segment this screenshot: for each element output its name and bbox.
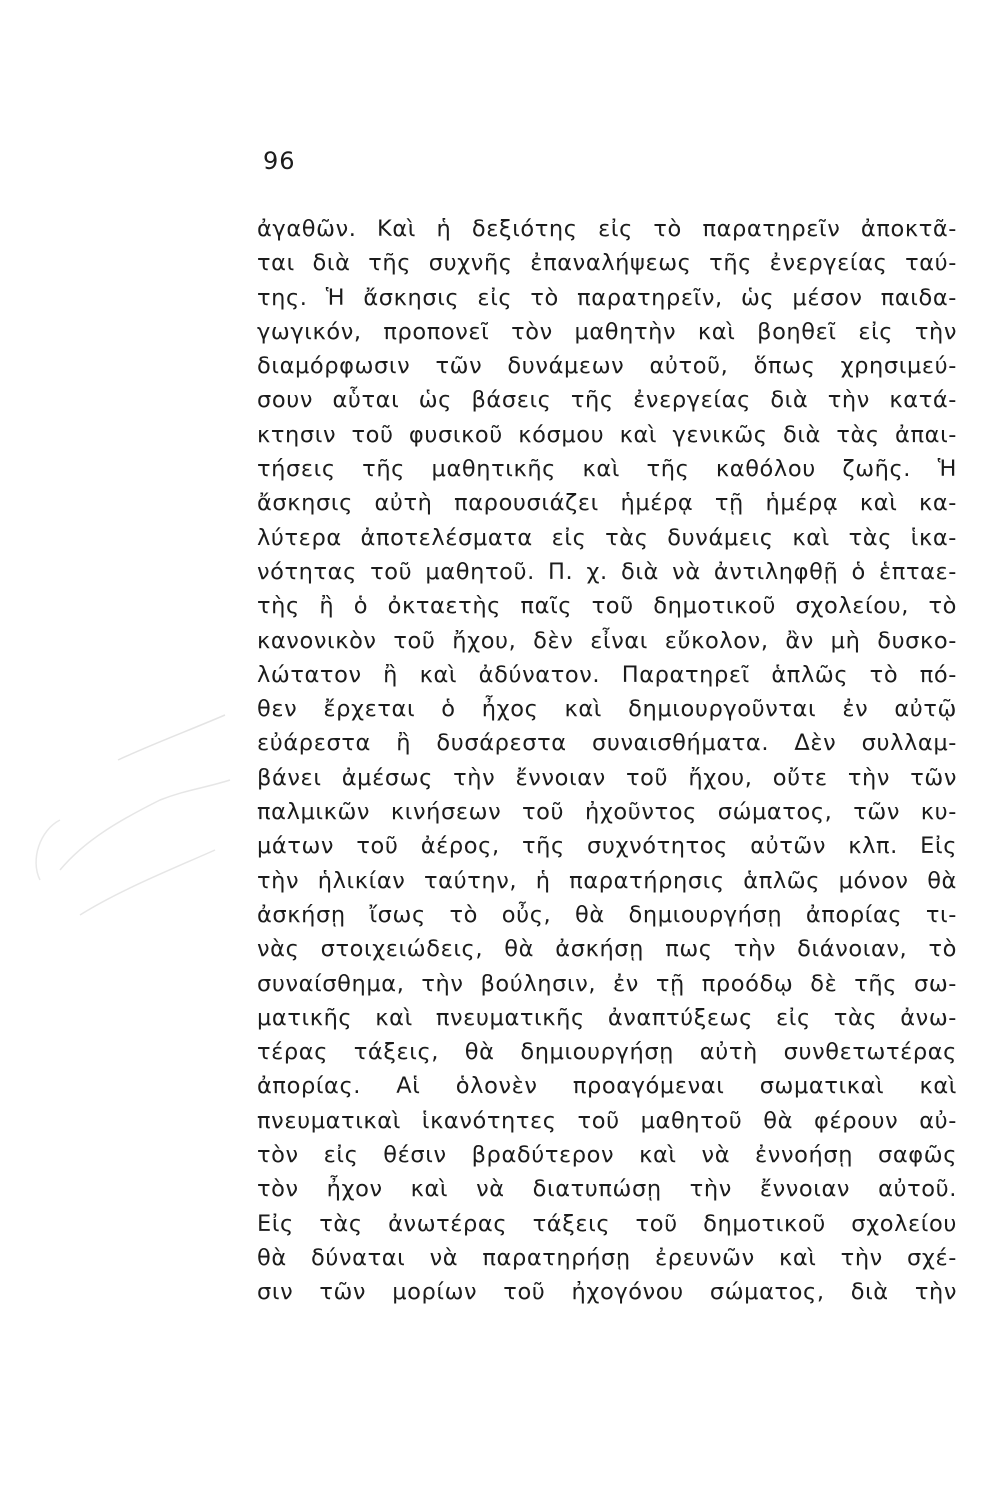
text-line: θὰ δύναται νὰ παρατηρήσῃ ἐρευνῶν καὶ τὴν σχέ-	[257, 1244, 957, 1271]
text-line: ἄσκησις αὐτὴ παρουσιάζει ἡμέρᾳ τῇ ἡμέρᾳ καὶ κα-	[257, 490, 957, 517]
text-line: τήσεις τῆς μαθητικῆς καὶ τῆς καθόλου ζωῆς. Ἡ	[257, 456, 957, 483]
text-line: θεν ἔρχεται ὁ ἦχος καὶ δημιουργοῦνται ἐν αὐτῷ	[257, 696, 957, 723]
text-line: τὸν εἰς θέσιν βραδύτερον καὶ νὰ ἐννοήσῃ σαφῶς	[257, 1142, 957, 1169]
text-line: μάτων τοῦ ἀέρος, τῆς συχνότητος αὐτῶν κλπ. Εἰς	[257, 833, 957, 860]
text-line: Εἰς τὰς ἀνωτέρας τάξεις τοῦ δημοτικοῦ σχολείου	[257, 1210, 957, 1237]
text-line: τὴν ἡλικίαν ταύτην, ἡ παρατήρησις ἁπλῶς μόνον θὰ	[257, 867, 957, 894]
text-line: ματικῆς καὶ πνευματικῆς ἀναπτύξεως εἰς τὰς ἀνω-	[257, 1004, 957, 1031]
text-line: λύτερα ἀποτελέσματα εἰς τὰς δυνάμεις καὶ τὰς ἱκα-	[257, 524, 957, 551]
text-line: ἀγαθῶν. Καὶ ἡ δεξιότης εἰς τὸ παρατηρεῖν ἀποκτᾶ-	[257, 216, 957, 242]
body-text	[257, 212, 957, 1310]
text-line: συναίσθημα, τὴν βούλησιν, ἐν τῇ προόδῳ δὲ τῆς σω-	[257, 970, 957, 997]
text-line: τὴς ἢ ὁ ὀκταετὴς παῖς τοῦ δημοτικοῦ σχολείου, τὸ	[257, 593, 957, 620]
text-line: σιν τῶν μορίων τοῦ ἠχογόνου σώματος, διὰ τὴν	[257, 1279, 957, 1306]
margin-pencil-marks	[0, 0, 250, 1500]
text-line: πνευματικαὶ ἱκανότητες τοῦ μαθητοῦ θὰ φέρουν αὐ-	[257, 1107, 957, 1134]
text-line: της. Ἡ ἄσκησις εἰς τὸ παρατηρεῖν, ὡς μέσον παιδα-	[257, 284, 957, 311]
text-line: βάνει ἀμέσως τὴν ἔννοιαν τοῦ ἤχου, οὔτε τὴν τῶν	[257, 764, 957, 791]
text-line: λώτατον ἢ καὶ ἀδύνατον. Παρατηρεῖ ἁπλῶς τὸ πό-	[257, 661, 957, 688]
text-line: παλμικῶν κινήσεων τοῦ ἠχοῦντος σώματος, τῶν κυ-	[257, 799, 957, 826]
text-line: ται διὰ τῆς συχνῆς ἐπαναλήψεως τῆς ἐνεργείας ταύ-	[257, 250, 957, 277]
text-line: νὰς στοιχειώδεις, θὰ ἀσκήσῃ πως τὴν διάνοιαν, τὸ	[257, 936, 957, 963]
text-line: κανονικὸν τοῦ ἤχου, δὲν εἶναι εὔκολον, ἂν μὴ δυσκο-	[257, 627, 957, 654]
text-line: διαμόρφωσιν τῶν δυνάμεων αὐτοῦ, ὅπως χρησιμεύ-	[257, 353, 957, 380]
text-line: τὸν ἦχον καὶ νὰ διατυπώσῃ τὴν ἔννοιαν αὐτοῦ.	[257, 1176, 957, 1203]
text-line: ἀπορίας. Αἱ ὁλονὲν προαγόμεναι σωματικαὶ καὶ	[257, 1073, 957, 1100]
text-line: εὐάρεστα ἢ δυσάρεστα συναισθήματα. Δὲν συλλαμ-	[257, 730, 957, 757]
text-line: τέρας τάξεις, θὰ δημιουργήσῃ αὐτὴ συνθετωτέρας	[257, 1039, 957, 1066]
text-line: ἀσκήσῃ ἴσως τὸ οὖς, θὰ δημιουργήσῃ ἀπορίας τι-	[257, 901, 957, 928]
text-line: νότητας τοῦ μαθητοῦ. Π. χ. διὰ νὰ ἀντιληφθῇ ὁ ἑπταε-	[257, 558, 957, 585]
page-number: 96	[263, 147, 296, 175]
text-line: γωγικόν, προπονεῖ τὸν μαθητὴν καὶ βοηθεῖ εἰς τὴν	[257, 318, 957, 345]
text-line: σουν αὗται ὡς βάσεις τῆς ἐνεργείας διὰ τὴν κατά-	[257, 387, 957, 414]
text-line: κτησιν τοῦ φυσικοῦ κόσμου καὶ γενικῶς διὰ τὰς ἀπαι-	[257, 421, 957, 448]
